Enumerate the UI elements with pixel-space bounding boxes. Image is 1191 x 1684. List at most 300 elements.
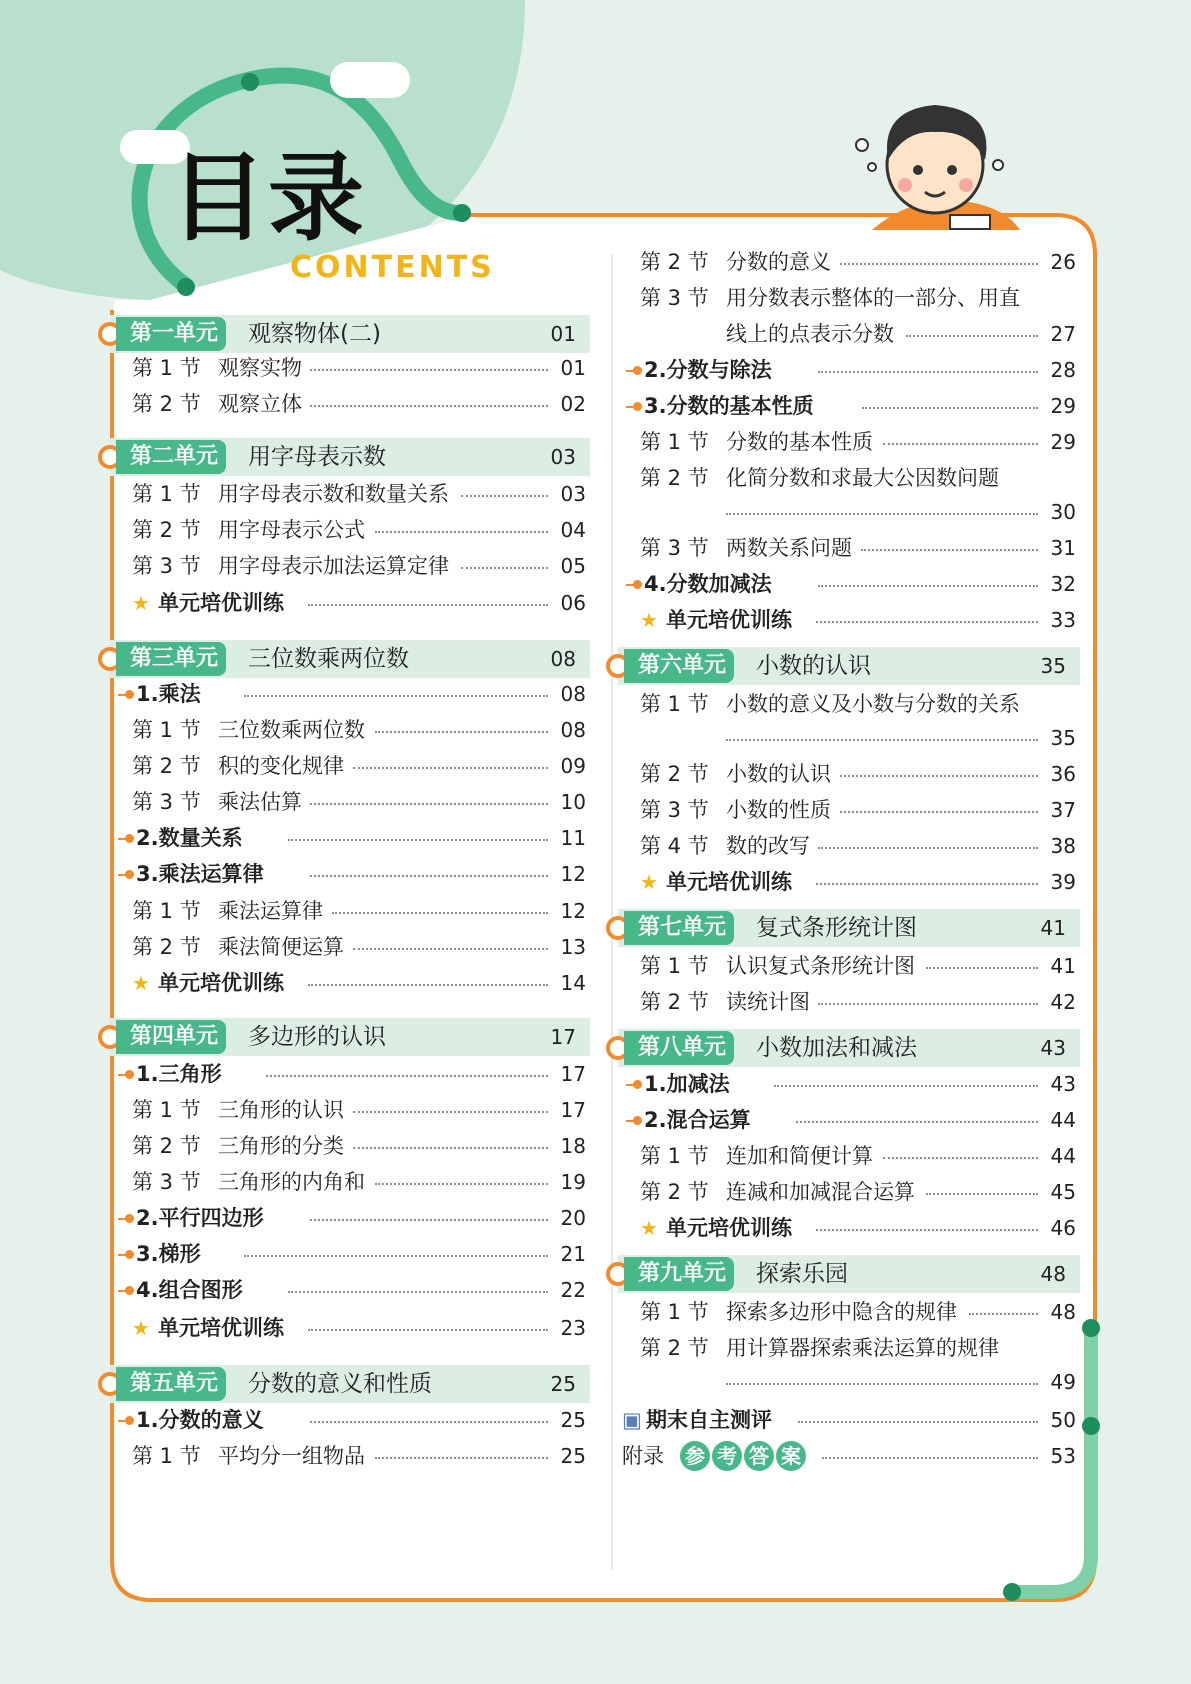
section-label: 第 2 节 <box>132 392 201 416</box>
bullet-icon <box>118 690 132 699</box>
leader-dots <box>353 767 548 769</box>
leader-dots <box>461 567 549 569</box>
toc-training[interactable] <box>618 866 1080 898</box>
leader-dots <box>308 1329 548 1331</box>
bullet-icon <box>626 366 640 375</box>
page-number: 12 <box>560 862 586 886</box>
unit-title: 分数的意义和性质 <box>248 1371 432 1397</box>
bar-dot-mid <box>1082 1417 1100 1435</box>
training-title: 单元培优训练 <box>158 591 284 615</box>
section-title: 认识复式条形统计图 <box>726 954 915 978</box>
toc-section[interactable] <box>110 895 590 927</box>
section-title: 三角形的认识 <box>218 1098 344 1122</box>
leader-dots <box>774 1085 1038 1087</box>
exam-title: 期末自主测评 <box>646 1408 772 1432</box>
unit-page-number: 35 <box>1040 654 1066 678</box>
toc-section[interactable] <box>110 786 590 818</box>
page-number: 32 <box>1050 572 1076 596</box>
page-title: 目录 <box>170 142 366 254</box>
page-number: 28 <box>1050 358 1076 382</box>
toc-exam[interactable] <box>618 1404 1080 1436</box>
section-label: 第 1 节 <box>132 1444 201 1468</box>
unit-page-number: 17 <box>550 1025 576 1049</box>
page-number: 25 <box>560 1444 586 1468</box>
section-label: 第 1 节 <box>640 1300 709 1324</box>
page-number: 19 <box>560 1170 586 1194</box>
page-number: 21 <box>560 1242 586 1266</box>
section-title: 用分数表示整体的一部分、用直 <box>726 286 1020 310</box>
toc-section[interactable] <box>110 1440 590 1472</box>
toc-section[interactable] <box>618 688 1080 720</box>
leader-dots <box>308 984 548 986</box>
unit-page-number: 03 <box>550 445 576 469</box>
topic-title: 1.三角形 <box>136 1062 222 1086</box>
bullet-icon <box>118 1070 132 1079</box>
leader-dots <box>310 405 548 407</box>
leader-dots <box>310 875 548 877</box>
page-number: 23 <box>560 1316 586 1340</box>
bullet-icon <box>118 1250 132 1259</box>
bullet-icon <box>118 834 132 843</box>
section-label: 第 3 节 <box>640 798 709 822</box>
page-number: 39 <box>1050 870 1076 894</box>
answer-badge-char: 参 <box>680 1441 710 1471</box>
toc-section[interactable] <box>618 758 1080 790</box>
page-number: 43 <box>1050 1072 1076 1096</box>
unit-header[interactable] <box>618 647 1080 685</box>
topic-title: 1.分数的意义 <box>136 1408 264 1432</box>
section-label: 第 1 节 <box>640 692 709 716</box>
section-title: 三位数乘两位数 <box>218 718 365 742</box>
section-label: 第 1 节 <box>132 356 201 380</box>
page-number: 08 <box>560 718 586 742</box>
unit-tag: 第四单元 <box>116 1020 226 1054</box>
leader-dots <box>375 531 549 533</box>
page-number: 42 <box>1050 990 1076 1014</box>
toc-section[interactable] <box>110 514 590 546</box>
leader-dots <box>375 731 549 733</box>
page-number: 35 <box>1050 726 1076 750</box>
section-label: 第 1 节 <box>132 1098 201 1122</box>
section-label: 第 2 节 <box>640 250 709 274</box>
toc-section[interactable] <box>110 931 590 963</box>
leader-dots <box>332 912 549 914</box>
toc-topic[interactable] <box>110 1274 590 1306</box>
page-number: 30 <box>1050 500 1076 524</box>
leader-dots <box>816 1229 1038 1231</box>
section-title: 观察实物 <box>218 356 302 380</box>
toc-training[interactable] <box>110 967 590 999</box>
toc-training[interactable] <box>618 604 1080 636</box>
topic-title: 1.乘法 <box>136 682 201 706</box>
section-title: 三角形的分类 <box>218 1134 344 1158</box>
leader-dots <box>818 371 1038 373</box>
arc-dot-top <box>241 73 259 91</box>
section-label: 第 1 节 <box>640 1144 709 1168</box>
leader-dots <box>840 263 1039 265</box>
section-title: 分数的意义 <box>726 250 831 274</box>
page-subtitle: CONTENTS <box>290 250 495 285</box>
bullet-icon <box>626 1116 640 1125</box>
toc-section[interactable] <box>618 532 1080 564</box>
page-number: 20 <box>560 1206 586 1230</box>
section-title: 用计算器探索乘法运算的规律 <box>726 1336 999 1360</box>
page-number: 05 <box>560 554 586 578</box>
toc-topic[interactable] <box>110 1404 590 1436</box>
toc-section[interactable] <box>110 550 590 582</box>
section-title: 平均分一组物品 <box>218 1444 365 1468</box>
section-title: 两数关系问题 <box>726 536 852 560</box>
unit-header[interactable] <box>618 1255 1080 1293</box>
section-label: 第 3 节 <box>640 536 709 560</box>
page-number: 22 <box>560 1278 586 1302</box>
topic-title: 4.分数加减法 <box>644 572 772 596</box>
section-label: 第 2 节 <box>132 518 201 542</box>
arc-dot-right <box>453 204 471 222</box>
unit-header[interactable] <box>110 315 590 353</box>
page-number: 26 <box>1050 250 1076 274</box>
section-label: 第 1 节 <box>132 718 201 742</box>
star-icon: ★ <box>132 1316 150 1340</box>
boy-illustration <box>856 105 1020 230</box>
section-label: 第 2 节 <box>640 990 709 1014</box>
leader-dots <box>310 369 548 371</box>
bullet-icon <box>118 1286 132 1295</box>
leader-dots <box>926 1193 1039 1195</box>
leader-dots <box>310 1421 548 1423</box>
answer-badge-char: 案 <box>776 1441 806 1471</box>
leader-dots <box>266 1075 548 1077</box>
leader-dots <box>288 1291 548 1293</box>
topic-title: 1.加减法 <box>644 1072 730 1096</box>
toc-topic[interactable] <box>618 568 1080 600</box>
section-title: 数的改写 <box>726 834 810 858</box>
bullet-icon <box>118 870 132 879</box>
page-number: 14 <box>560 971 586 995</box>
section-label: 第 3 节 <box>132 1170 201 1194</box>
bullet-icon <box>626 402 640 411</box>
answer-badge-char: 答 <box>744 1441 774 1471</box>
unit-tag: 第一单元 <box>116 317 226 351</box>
unit-tag: 第三单元 <box>116 642 226 676</box>
toc-section[interactable] <box>618 950 1080 982</box>
topic-title: 3.分数的基本性质 <box>644 394 814 418</box>
section-title-continued: 线上的点表示分数 <box>726 322 894 346</box>
page-number: 06 <box>560 591 586 615</box>
toc-section[interactable] <box>618 246 1080 278</box>
leader-dots <box>969 1313 1039 1315</box>
topic-title: 4.组合图形 <box>136 1278 243 1302</box>
page-number: 48 <box>1050 1300 1076 1324</box>
leader-dots <box>816 883 1038 885</box>
unit-title: 小数加法和减法 <box>756 1035 917 1061</box>
section-title: 积的变化规律 <box>218 754 344 778</box>
bullet-icon <box>626 1080 640 1089</box>
leader-dots <box>840 775 1039 777</box>
section-label: 第 2 节 <box>132 754 201 778</box>
toc-topic[interactable] <box>618 1068 1080 1100</box>
leader-dots <box>353 948 548 950</box>
topic-title: 2.混合运算 <box>644 1108 751 1132</box>
toc-section[interactable] <box>618 1176 1080 1208</box>
unit-title: 三位数乘两位数 <box>248 646 409 672</box>
test-paper-icon: ▣ <box>622 1408 642 1432</box>
leader-dots <box>353 1147 548 1149</box>
unit-tag: 第七单元 <box>624 911 734 945</box>
page-number: 50 <box>1050 1408 1076 1432</box>
leader-dots <box>375 1457 549 1459</box>
toc-topic[interactable] <box>618 354 1080 386</box>
section-title: 用字母表示数和数量关系 <box>218 482 449 506</box>
section-title: 观察立体 <box>218 392 302 416</box>
section-label: 第 3 节 <box>132 554 201 578</box>
unit-tag: 第六单元 <box>624 649 734 683</box>
toc-topic[interactable] <box>110 1202 590 1234</box>
section-label: 第 2 节 <box>132 1134 201 1158</box>
leader-dots <box>375 1183 549 1185</box>
section-title: 连减和加减混合运算 <box>726 1180 915 1204</box>
bar-dot-top <box>1082 1319 1100 1337</box>
star-icon: ★ <box>640 870 658 894</box>
star-icon: ★ <box>640 1216 658 1240</box>
topic-title: 3.梯形 <box>136 1242 201 1266</box>
toc-section[interactable] <box>110 352 590 384</box>
leader-dots <box>726 513 1038 515</box>
toc-section[interactable] <box>618 282 1080 314</box>
leader-dots <box>840 811 1039 813</box>
toc-section[interactable] <box>618 1296 1080 1328</box>
unit-tag: 第八单元 <box>624 1031 734 1065</box>
bullet-icon <box>118 1416 132 1425</box>
topic-title: 2.分数与除法 <box>644 358 772 382</box>
leader-dots <box>822 1457 1038 1459</box>
training-title: 单元培优训练 <box>666 608 792 632</box>
toc-section[interactable] <box>110 388 590 420</box>
page-number: 12 <box>560 899 586 923</box>
page-number: 13 <box>560 935 586 959</box>
section-title: 用字母表示公式 <box>218 518 365 542</box>
leader-dots <box>310 1219 548 1221</box>
section-label: 第 2 节 <box>640 466 709 490</box>
section-label: 第 1 节 <box>640 430 709 454</box>
toc-cont[interactable] <box>618 496 1080 528</box>
toc-training[interactable] <box>618 1212 1080 1244</box>
bullet-icon <box>118 1214 132 1223</box>
toc-cont[interactable] <box>618 318 1080 350</box>
section-title: 小数的性质 <box>726 798 831 822</box>
section-title: 乘法运算律 <box>218 899 323 923</box>
answer-badge-char: 考 <box>712 1441 742 1471</box>
page-number: 11 <box>560 826 586 850</box>
unit-page-number: 08 <box>550 647 576 671</box>
leader-dots <box>926 967 1039 969</box>
unit-title: 用字母表示数 <box>248 444 386 470</box>
unit-title: 小数的认识 <box>756 653 871 679</box>
section-title: 小数的认识 <box>726 762 831 786</box>
leader-dots <box>818 585 1038 587</box>
toc-cont[interactable] <box>618 1366 1080 1398</box>
leader-dots <box>861 549 1038 551</box>
toc-cont[interactable] <box>618 722 1080 754</box>
unit-tag: 第五单元 <box>116 1367 226 1401</box>
leader-dots <box>883 1157 1039 1159</box>
unit-tag: 第九单元 <box>624 1257 734 1291</box>
toc-section[interactable] <box>110 478 590 510</box>
toc-topic[interactable] <box>618 1104 1080 1136</box>
page-number: 37 <box>1050 798 1076 822</box>
page-number: 25 <box>560 1408 586 1432</box>
section-title: 三角形的内角和 <box>218 1170 365 1194</box>
leader-dots <box>461 495 549 497</box>
page-number: 44 <box>1050 1108 1076 1132</box>
appendix-label: 附录 <box>622 1444 664 1468</box>
section-title: 读统计图 <box>726 990 810 1014</box>
toc-section[interactable] <box>110 1130 590 1162</box>
topic-title: 3.乘法运算律 <box>136 862 264 886</box>
section-title: 乘法估算 <box>218 790 302 814</box>
page-number: 29 <box>1050 394 1076 418</box>
leader-dots <box>726 739 1038 741</box>
toc-topic[interactable] <box>110 1238 590 1270</box>
unit-title: 探索乐园 <box>756 1261 848 1287</box>
leader-dots <box>906 335 1038 337</box>
unit-tag: 第二单元 <box>116 440 226 474</box>
section-title: 探索多边形中隐含的规律 <box>726 1300 957 1324</box>
page-number: 17 <box>560 1062 586 1086</box>
page-number: 09 <box>560 754 586 778</box>
bullet-icon <box>626 580 640 589</box>
toc-section[interactable] <box>618 426 1080 458</box>
section-label: 第 1 节 <box>132 482 201 506</box>
star-icon: ★ <box>132 971 150 995</box>
topic-title: 2.平行四边形 <box>136 1206 264 1230</box>
toc-section[interactable] <box>618 986 1080 1018</box>
section-title: 化简分数和求最大公因数问题 <box>726 466 999 490</box>
arc-dot-bottom <box>177 278 195 296</box>
section-label: 第 2 节 <box>640 762 709 786</box>
leader-dots <box>818 1003 1038 1005</box>
unit-header[interactable] <box>618 909 1080 947</box>
unit-title: 观察物体(二) <box>248 321 381 347</box>
toc-section[interactable] <box>110 714 590 746</box>
toc-training[interactable] <box>110 1312 590 1344</box>
leader-dots <box>883 443 1039 445</box>
toc-topic[interactable] <box>110 1058 590 1090</box>
section-title: 用字母表示加法运算定律 <box>218 554 449 578</box>
page-number: 41 <box>1050 954 1076 978</box>
leader-dots <box>244 695 548 697</box>
page-number: 17 <box>560 1098 586 1122</box>
training-title: 单元培优训练 <box>158 1316 284 1340</box>
toc-section[interactable] <box>618 1332 1080 1364</box>
toc-section[interactable] <box>618 1140 1080 1172</box>
toc-section[interactable] <box>110 750 590 782</box>
toc-section[interactable] <box>618 462 1080 494</box>
unit-page-number: 48 <box>1040 1262 1066 1286</box>
section-title: 连加和简便计算 <box>726 1144 873 1168</box>
leader-dots <box>818 847 1038 849</box>
training-title: 单元培优训练 <box>158 971 284 995</box>
section-title: 小数的意义及小数与分数的关系 <box>726 692 1020 716</box>
page-number: 38 <box>1050 834 1076 858</box>
answer-badge <box>680 1440 808 1472</box>
page-number: 03 <box>560 482 586 506</box>
page-number: 01 <box>560 356 586 380</box>
toc-topic[interactable] <box>110 678 590 710</box>
page-number: 10 <box>560 790 586 814</box>
leader-dots <box>353 1111 548 1113</box>
leader-dots <box>308 604 548 606</box>
page-number: 18 <box>560 1134 586 1158</box>
section-label: 第 3 节 <box>132 790 201 814</box>
page-number: 53 <box>1050 1444 1076 1468</box>
page-number: 08 <box>560 682 586 706</box>
unit-header[interactable] <box>110 1018 590 1056</box>
unit-header[interactable] <box>110 640 590 678</box>
unit-header[interactable] <box>110 1365 590 1403</box>
toc-section[interactable] <box>618 830 1080 862</box>
toc-section[interactable] <box>618 794 1080 826</box>
leader-dots <box>726 1383 1038 1385</box>
toc-topic[interactable] <box>110 858 590 890</box>
page-number: 02 <box>560 392 586 416</box>
section-title: 乘法简便运算 <box>218 935 344 959</box>
bar-dot-bottom <box>1003 1583 1021 1601</box>
toc-topic[interactable] <box>618 390 1080 422</box>
unit-header[interactable] <box>110 438 590 476</box>
toc-topic[interactable] <box>110 822 590 854</box>
page-number: 31 <box>1050 536 1076 560</box>
toc-section[interactable] <box>110 1094 590 1126</box>
page-number: 27 <box>1050 322 1076 346</box>
unit-page-number: 41 <box>1040 916 1066 940</box>
star-icon: ★ <box>640 608 658 632</box>
leader-dots <box>244 1255 548 1257</box>
section-label: 第 2 节 <box>132 935 201 959</box>
leader-dots <box>798 1421 1038 1423</box>
training-title: 单元培优训练 <box>666 1216 792 1240</box>
page-number: 49 <box>1050 1370 1076 1394</box>
page-number: 29 <box>1050 430 1076 454</box>
toc-training[interactable] <box>110 587 590 619</box>
training-title: 单元培优训练 <box>666 870 792 894</box>
section-label: 第 4 节 <box>640 834 709 858</box>
unit-page-number: 25 <box>550 1372 576 1396</box>
unit-page-number: 01 <box>550 322 576 346</box>
page-number: 36 <box>1050 762 1076 786</box>
section-label: 第 2 节 <box>640 1180 709 1204</box>
leader-dots <box>796 1121 1038 1123</box>
leader-dots <box>288 839 548 841</box>
page-number: 46 <box>1050 1216 1076 1240</box>
section-label: 第 1 节 <box>640 954 709 978</box>
page-number: 45 <box>1050 1180 1076 1204</box>
section-title: 分数的基本性质 <box>726 430 873 454</box>
cloud-right <box>330 62 410 98</box>
star-icon: ★ <box>132 591 150 615</box>
page-number: 04 <box>560 518 586 542</box>
page-number: 33 <box>1050 608 1076 632</box>
section-label: 第 1 节 <box>132 899 201 923</box>
toc-section[interactable] <box>110 1166 590 1198</box>
leader-dots <box>310 803 548 805</box>
section-label: 第 3 节 <box>640 286 709 310</box>
unit-title: 多边形的认识 <box>248 1024 386 1050</box>
section-label: 第 2 节 <box>640 1336 709 1360</box>
unit-header[interactable] <box>618 1029 1080 1067</box>
topic-title: 2.数量关系 <box>136 826 243 850</box>
toc-appendix[interactable] <box>618 1440 1080 1472</box>
